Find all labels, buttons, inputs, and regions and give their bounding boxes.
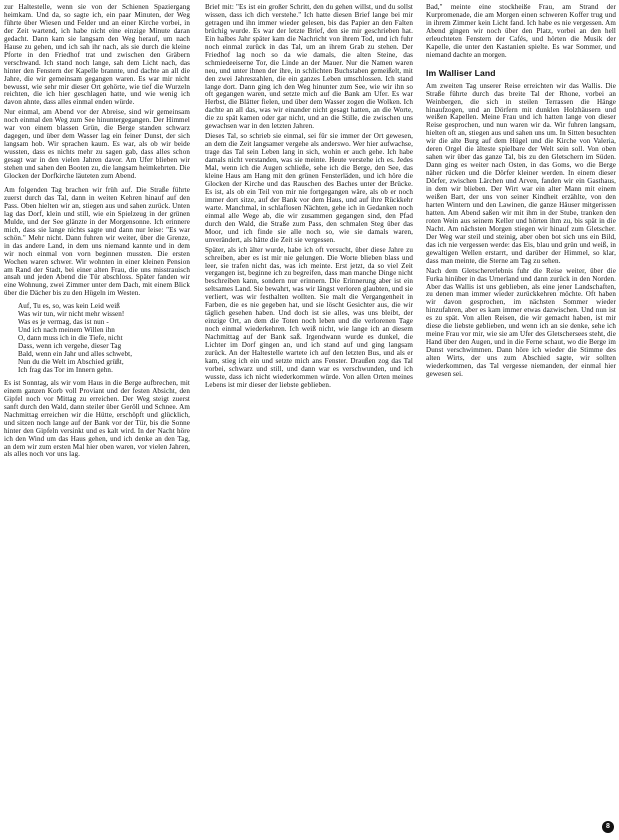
paragraph: Am folgenden Tag brachen wir früh auf. Die Straße führte zuerst durch das Tal, dann in weiten Kehren hinauf auf den Pass. Oben hielten wir an, stiegen aus und sahen zurück. Unten lag das Dorf, klein und still, wie ein Spielzeug in der grünen Mulde, und der See glänzte in der Morgensonne. Ich erinnere mich, dass sie lange nichts sagte und dann nur leise: "Es war schön." Mehr nicht. Dann fuhren wir weiter, über die Grenze, in das andere Land, in dem uns niemand kannte und in dem wir noch einmal von vorn beginnen mussten. Die ersten Wochen waren schwer. Wir wohnten in einer kleinen Pension am Rand der Stadt, bei einer alten Frau, die uns misstrauisch ansah und jeden Abend die Tür abschloss. Später fanden wir eine Wohnung, zwei Zimmer unter dem Dach, mit einem Blick über die Dächer bis zu den Hügeln im Westen. — [4, 185, 190, 298]
paragraph: Bad," meinte eine stockheiße Frau, am Strand der Kurpromenade, die am Morgen einen schweren Koffer trug und in ihrem Zimmer kein Licht fand. Ich habe es nie vergessen. Am Abend gingen wir noch über den Platz, vorbei an den hell erleuchteten Fenstern der Cafés, und hörten die Musik der Kapelle, die unter den Kastanien spielte. Es war Sommer, und niemand dachte an morgen. — [426, 4, 616, 59]
poem-verse — [18, 303, 190, 375]
paragraph: zur Haltestelle, wenn sie von der Schienen Spaziergang heimkam. Und da, so sagte ich, ein paar Minuten, der Weg führte über Wiesen und Felder und an einer Kirche vorbei, in der Zeit wartend, ich habe nicht eine einzige Minute daran gedacht. Dann kam sie langsam den Weg herauf, um nach Hause zu gehen, und ich sah ihr nach, als sie durch die kleine Pforte in den Friedhof trat und zwischen den Gräbern verschwand. Ich stand noch lange, sah dem Licht nach, das hinter den Fenstern der Kapelle brannte, und dachte an all die Jahre, die wir gemeinsam gegangen waren. Es war mir nicht bewusst, wie sehr mir dieser Ort gehörte, wie tief die Wurzeln reichten, die ich hier geschlagen hatte, und wie wenig ich davon ahnte, dass alles einmal enden würde. — [4, 4, 190, 107]
paragraph: Brief mit: "Es ist ein großer Schritt, den du gehen willst, und du sollst wissen, dass ich dich verstehe." Ich hatte diesen Brief lange bei mir getragen und ihn immer wieder gelesen, bis das Papier an den Falten brüchig wurde. Es war der letzte Brief, den sie mir geschrieben hat. Ein halbes Jahr später kam die Nachricht von ihrem Tod, und ich fuhr noch einmal zurück in das Tal, um an ihrem Grab zu stehen. Der Friedhof lag noch so da wie damals, die alten Steine, das schmiedeeiserne Tor, die Linde an der Mauer. Nur die Namen waren neu, und unter ihnen der ihre, in schlichten Buchstaben gemeißelt, mit den zwei Jahreszahlen, die ein ganzes Leben umschlossen. Ich stand lange dort. Dann ging ich den Weg hinunter zum See, wie wir ihn so oft gegangen waren, und setzte mich auf die Bank am Ufer. Es war Herbst, die Blätter fielen, und über dem Wasser zogen die Wolken. Ich dachte an all das, was wir einander nicht gesagt hatten, an die Worte, die zu spät kamen oder gar nicht, und an die Stille, die zwischen uns gewachsen war in den letzten Jahren. — [205, 4, 413, 131]
text-column-middle — [205, 4, 413, 832]
section-heading: Im Walliser Land — [426, 67, 496, 78]
page-number-badge: 8 — [602, 821, 614, 833]
verse-line: Nun du die Welt im Abschied grüßt, — [18, 357, 124, 366]
paragraph: Am zweiten Tag unserer Reise erreichten wir das Wallis. Die Straße führte durch das breite Tal der Rhone, vorbei an Weinbergen, die sich in steilen Terrassen die Hänge hinaufzogen, und an Dörfern mit dunklen Holzhäusern und weißen Kapellen. Meine Frau und ich hatten lange von dieser Reise gesprochen, und nun waren wir da. Wir fuhren langsam, hielten oft an, stiegen aus und sahen uns um. In Sitten besuchten wir die alte Burg auf dem Hügel und die Kirche von Valeria, deren Orgel die älteste spielbare der Welt sein soll. Von oben sahen wir über das ganze Tal, bis zu den Gletschern im Süden. Dann ging es weiter nach Osten, in das Goms, wo die Berge näher rücken und die Dörfer kleiner werden. In einem dieser Dörfer, zwischen Lärchen und Arven, fanden wir ein Gasthaus, in dem wir blieben. Der Wirt war ein alter Mann mit einem weißen Bart, der uns von seiner Kindheit erzählte, von den harten Wintern und den Lawinen, die ganze Häuser mitgerissen hatten. Am Abend saßen wir mit ihm in der Stube, tranken den roten Wein aus seinem Keller und hörten ihm zu, bis spät in die Nacht. Am nächsten Morgen stiegen wir hinauf zum Gletscher. Der Weg war steil und steinig, aber oben bot sich uns ein Bild, das ich nie vergessen werde: das Eis, blau und grün und weiß, in gewaltigen Wellen erstarrt, und darüber der Himmel, so klar, dass man meinte, die Sterne am Tag zu sehen. — [426, 81, 616, 265]
verse-line: Und ich nach meinem Willen ihn — [18, 326, 115, 335]
verse-line: Was es je vermag, das ist nun - — [18, 318, 109, 327]
verse-line: Bald, wenn ein Jahr und alles schwebt, — [18, 350, 133, 359]
verse-line: O, dann muss ich in die Tiefe, nicht — [18, 334, 123, 343]
verse-line: Auf, Tu es, so, was kein Leid weiß — [18, 302, 120, 311]
verse-line: Was wir tun, wir nicht mehr wissen! — [18, 310, 125, 319]
paragraph: Später, als ich älter wurde, habe ich oft versucht, über diese Jahre zu schreiben, aber es ist mir nie gelungen. Die Worte blieben blass und leer, sie trafen nicht das, was ich meinte. Erst jetzt, da so viel Zeit vergangen ist, beginne ich zu begreifen, dass man manche Dinge nicht beschreiben kann, sondern nur erinnern. Die Erinnerung aber ist ein seltsames Land. Sie bewahrt, was wir längst verloren glaubten, und sie verliert, was wir festhalten wollten. Sie malt die Vergangenheit in Farben, die es nie gegeben hat, und sie löscht Gesichter aus, die wir täglich gesehen haben. Und doch ist sie alles, was uns bleibt, der einzige Ort, an dem die Toten noch leben und die verlorenen Tage noch einmal wiederkehren. Ich weiß nicht, wie lange ich an diesem Nachmittag auf der Bank saß. Irgendwann wurde es dunkel, die Lichter im Dorf gingen an, und ich stand auf und ging langsam zurück. An der Haltestelle wartete ich auf den letzten Bus, und als er kam, stieg ich ein und setzte mich ans Fenster. Draußen zog das Tal vorbei, schwarz und still, und dann war es verschwunden, und ich wusste, dass ich nicht wiederkommen würde. Von allen Orten meines Lebens ist mir dieser der liebste geblieben. — [205, 245, 413, 389]
verse-line: Dass, wenn ich vergehe, dieser Tag — [18, 342, 122, 351]
paragraph: Dieses Tal, so schrieb sie einmal, sei für sie immer der Ort gewesen, an dem die Zeit langsamer vergehe als anderswo. Wer hier aufwachse, trage das Tal sein Leben lang in sich, wohin er auch gehe. Ich habe damals nicht verstanden, was sie meinte. Heute verstehe ich es. Jedes Mal, wenn ich die Augen schließe, sehe ich die Berge, den See, das kleine Haus am Hang mit den grünen Fensterläden, und ich höre die Glocken der Kirche und das Rauschen des Baches unter der Brücke. Es ist, als ob ein Teil von mir nie fortgegangen wäre, als ob er noch immer dort sitze, auf der Bank vor dem Haus, und auf ihre Rückkehr warte. Manchmal, in schlaflosen Nächten, gehe ich in Gedanken noch einmal alle Wege ab, die wir zusammen gegangen sind, den Pfad durch den Wald, die Straße zum Pass, den schmalen Steg über das Moor, und ich finde sie alle noch so, wie sie damals waren, unverändert, als hätte die Zeit sie vergessen. — [205, 132, 413, 244]
paragraph: Nur einmal, am Abend vor der Abreise, sind wir gemeinsam noch einmal den Weg zum See hinuntergegangen. Der Himmel war von einem blassen Grün, die Berge standen schwarz dagegen, und über dem Wasser lag ein feiner Dunst, der sich langsam hob. Wir sprachen kaum. Es war, als ob wir beide wussten, dass es nichts mehr zu sagen gab, dass alles schon gesagt war in den vielen Jahren davor. Am Ufer blieben wir stehen und sahen den Booten zu, die langsam heimkehrten. Die Glocken der Dorfkirche läuteten zum Abend. — [4, 108, 190, 181]
verse-line: Ich frag das Tor im Innern gehn. — [18, 365, 113, 374]
paragraph: Nach dem Gletschererlebnis fuhr die Reise weiter, über die Furka hinüber in das Urnerland und dann zurück in den Norden. Aber das Wallis ist uns geblieben, als eine jener Landschaften, zu denen man immer wieder zurückkehren möchte. Oft haben wir davon gesprochen, im nächsten Sommer wieder hinzufahren, aber es kam immer etwas dazwischen. Und nun ist es zu spät. Von allen Reisen, die wir gemacht haben, ist mir diese die liebste geblieben, und wenn ich an sie denke, sehe ich meine Frau vor mir, wie sie am Ufer des Gletschersees steht, die Hand über den Augen, und in die Ferne schaut, wo die Berge im Dunst verschwimmen. Dann höre ich wieder die Stimme des alten Wirts, der uns zum Abschied sagte, wir sollten wiederkommen, das Tal vergesse niemanden, der einmal hier gewesen sei. — [426, 266, 616, 378]
paragraph: Es ist Sonntag, als wir vom Haus in die Berge aufbrechen, mit einem ganzen Korb voll Proviant und der festen Absicht, den Gipfel noch vor Mittag zu erreichen. Der Weg steigt zuerst sanft durch den Wald, dann steiler über Geröll und Schnee. Am Nachmittag erreichen wir die Hütte, erschöpft und glücklich, und sitzen noch lange auf der Bank vor der Tür, bis die Sonne hinter den Gipfeln versinkt und es kalt wird. In der Nacht höre ich den Wind um das Haus gehen, und ich denke an den Tag, an dem wir zum ersten Mal hier oben waren, vor vielen Jahren, als alles noch vor uns lag. — [4, 378, 190, 459]
text-column-right — [426, 4, 616, 832]
text-column-left — [4, 4, 190, 832]
